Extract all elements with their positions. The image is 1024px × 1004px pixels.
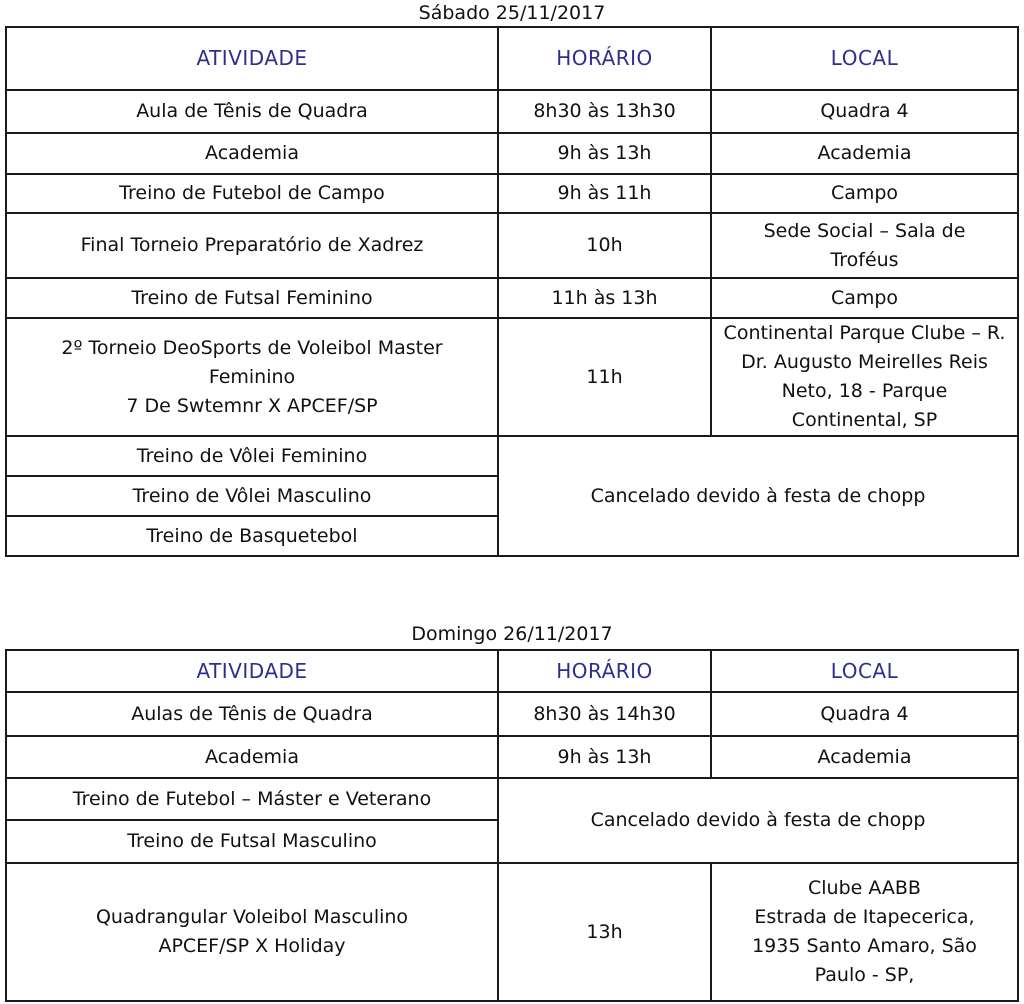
table-row <box>6 436 1018 476</box>
activity-cell: Treino de Vôlei Masculino <box>6 476 498 516</box>
cancelled-note-cell: Cancelado devido à festa de chopp <box>498 436 1018 556</box>
time-cell: 8h30 às 13h30 <box>498 90 711 133</box>
table-row <box>6 133 1018 174</box>
table-row <box>6 213 1018 278</box>
column-header-time: HORÁRIO <box>498 27 711 90</box>
activity-line: Quadrangular Voleibol Masculino <box>95 906 409 928</box>
location-cell: Quadra 4 <box>711 90 1018 133</box>
activity-cell: Academia <box>6 736 498 778</box>
activity-cell: Treino de Futebol – Máster e Veterano <box>6 778 498 820</box>
location-cell <box>711 863 1018 1001</box>
saturday-schedule-table <box>5 26 1019 557</box>
table-row <box>6 90 1018 133</box>
location-line: Neto, 18 - Parque <box>781 380 948 402</box>
table-row <box>6 174 1018 213</box>
time-cell: 13h <box>498 863 711 1001</box>
table-row <box>6 863 1018 1001</box>
activity-cell <box>6 863 498 1001</box>
table-header-row <box>6 650 1018 692</box>
column-header-activity: ATIVIDADE <box>6 27 498 90</box>
activity-line: APCEF/SP X Holiday <box>158 935 346 957</box>
location-line: 1935 Santo Amaro, São <box>752 935 977 957</box>
table-row <box>6 318 1018 436</box>
column-header-activity: ATIVIDADE <box>6 650 498 692</box>
activity-line: 2º Torneio DeoSports de Voleibol Master <box>61 336 443 359</box>
table-row <box>6 692 1018 736</box>
time-cell: 9h às 13h <box>498 133 711 174</box>
time-cell: 8h30 às 14h30 <box>498 692 711 736</box>
saturday-title: Sábado 25/11/2017 <box>418 2 606 24</box>
column-header-location: LOCAL <box>711 650 1018 692</box>
activity-cell: Aulas de Tênis de Quadra <box>6 692 498 736</box>
column-header-time: HORÁRIO <box>498 650 711 692</box>
location-cell: Sede Social – Sala de Troféus <box>711 213 1018 278</box>
column-header-location: LOCAL <box>711 27 1018 90</box>
activity-cell: Final Torneio Preparatório de Xadrez <box>6 213 498 278</box>
activity-cell: Academia <box>6 133 498 174</box>
location-cell: Campo <box>711 278 1018 318</box>
activity-cell: Aula de Tênis de Quadra <box>6 90 498 133</box>
activity-line: Feminino <box>208 365 296 388</box>
location-line: Continental Parque Clube – R. <box>723 322 1006 344</box>
activity-cell: Treino de Futsal Masculino <box>6 820 498 863</box>
time-cell: 11h às 13h <box>498 278 711 318</box>
location-line: Clube AABB <box>808 877 921 899</box>
activity-line: 7 De Swtemnr X APCEF/SP <box>126 394 378 417</box>
table-header-row <box>6 27 1018 90</box>
location-cell: Quadra 4 <box>711 692 1018 736</box>
table-row <box>6 736 1018 778</box>
location-cell: Academia <box>711 736 1018 778</box>
location-line: Paulo - SP, <box>814 964 915 986</box>
activity-cell: Treino de Basquetebol <box>6 516 498 556</box>
activity-cell <box>6 318 498 436</box>
time-cell: 11h <box>498 318 711 436</box>
location-line: Dr. Augusto Meirelles Reis <box>741 351 988 373</box>
location-cell: Academia <box>711 133 1018 174</box>
location-cell <box>711 318 1018 436</box>
activity-cell: Treino de Futsal Feminino <box>6 278 498 318</box>
table-row <box>6 278 1018 318</box>
cancelled-note-cell: Cancelado devido à festa de chopp <box>498 778 1018 863</box>
time-cell: 9h às 13h <box>498 736 711 778</box>
activity-cell: Treino de Futebol de Campo <box>6 174 498 213</box>
time-cell: 9h às 11h <box>498 174 711 213</box>
location-line: Estrada de Itapecerica, <box>754 906 975 928</box>
table-row <box>6 778 1018 820</box>
sunday-title: Domingo 26/11/2017 <box>411 623 613 645</box>
activity-cell: Treino de Vôlei Feminino <box>6 436 498 476</box>
location-cell: Campo <box>711 174 1018 213</box>
sunday-schedule-table <box>5 649 1019 1002</box>
location-line: Continental, SP <box>791 409 938 431</box>
time-cell: 10h <box>498 213 711 278</box>
